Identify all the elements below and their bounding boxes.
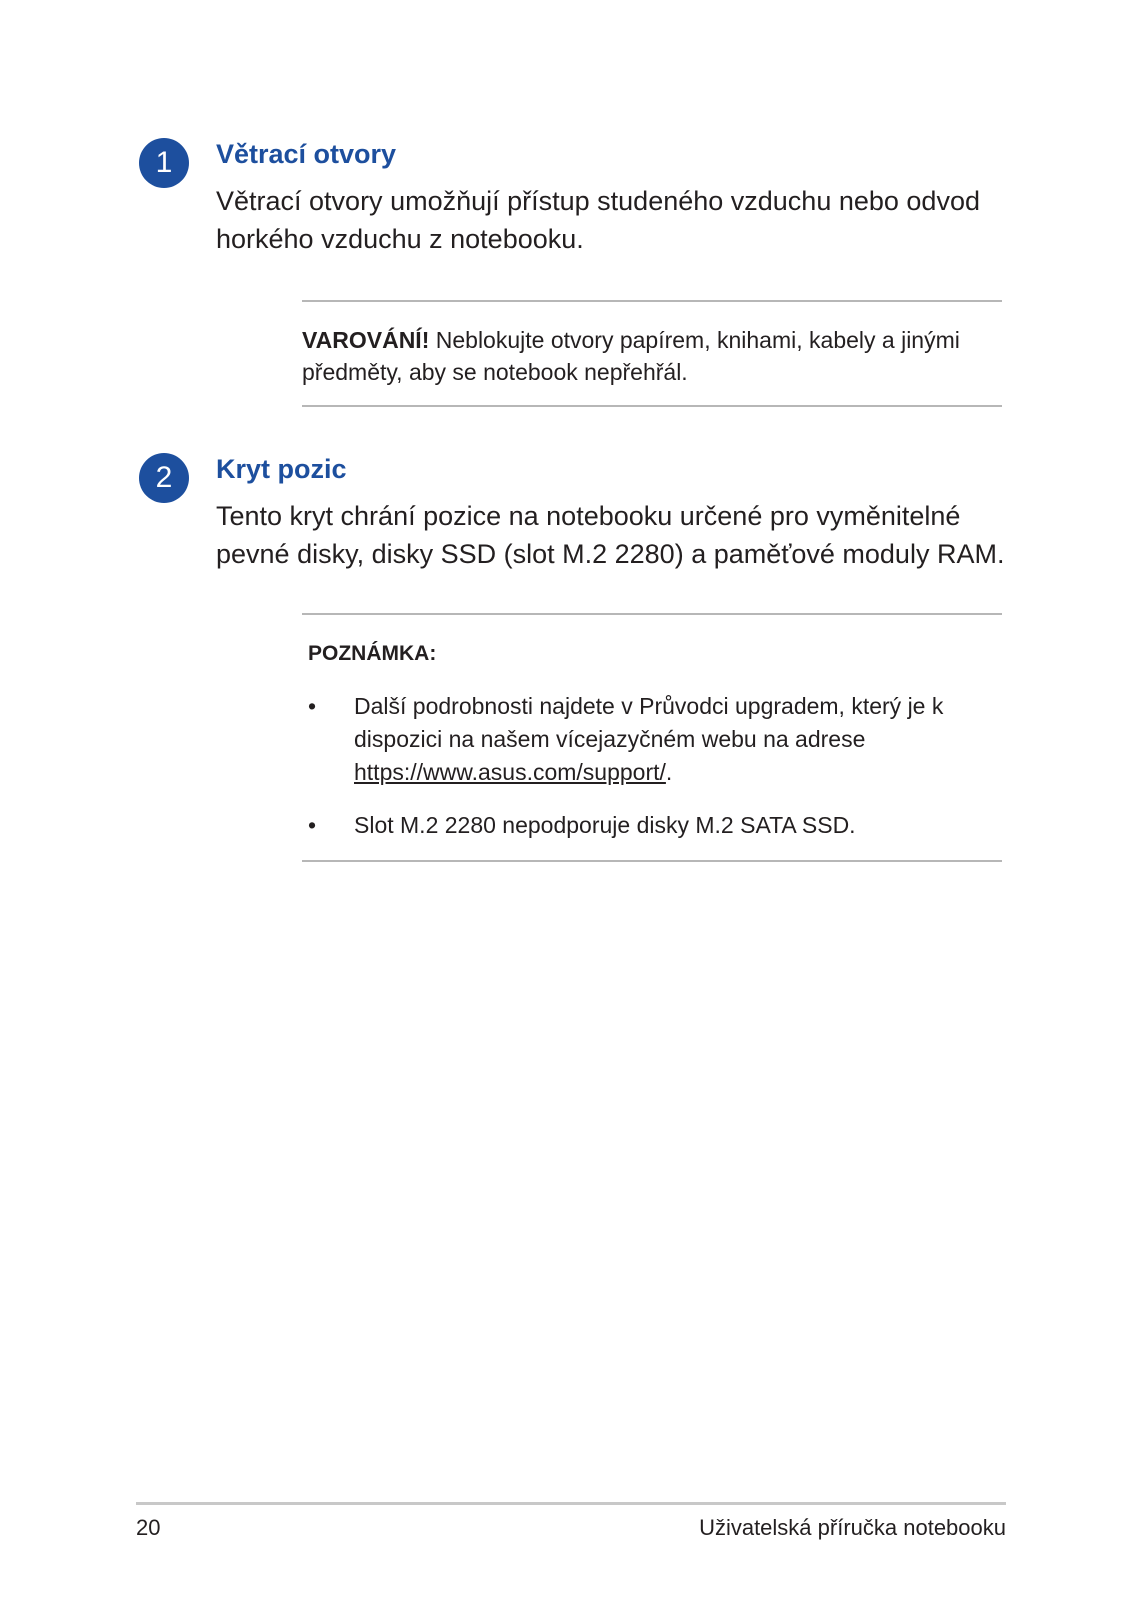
warning-label: VAROVÁNÍ! [302, 327, 430, 353]
list-item [302, 809, 1002, 842]
section-number-badge-1: 1 [139, 138, 189, 188]
note-item-end: . [665, 759, 673, 785]
section-body-vents: Větrací otvory umožňují přístup studeného vzduchu nebo odvod horkého vzduchu z notebooku. [216, 186, 980, 254]
footer-title: Uživatelská příručka notebooku [699, 1515, 1006, 1540]
bullet-icon: • [308, 812, 317, 838]
warning-text: Neblokujte otvory papírem, knihami, kabely a jinými předměty, aby se notebook nepřehřál. [302, 327, 960, 385]
warning-bottom-divider [302, 405, 1002, 407]
note-top-divider [302, 613, 1002, 615]
section-body-bay-cover: Tento kryt chrání pozice na notebooku určené pro vyměnitelné pevné disky, disky SSD (slot M.2 2280) a paměťové moduly RAM. [216, 501, 1005, 569]
support-link[interactable]: https://www.asus.com/support/ [354, 759, 666, 785]
footer-divider [136, 1502, 1006, 1505]
section-title-bay-cover: Kryt pozic [216, 454, 347, 484]
note-item-text: Další podrobnosti najdete v Průvodci upgradem, který je k dispozici na našem vícejazyčném webu na adrese [354, 693, 944, 752]
note-item-text: Slot M.2 2280 nepodporuje disky M.2 SATA SSD. [354, 812, 856, 838]
note-label: POZNÁMKA: [308, 642, 437, 665]
list-item [302, 690, 1002, 789]
bullet-icon: • [308, 693, 317, 719]
warning-box [302, 324, 1002, 388]
section-number-badge-2: 2 [139, 453, 189, 503]
note-list [302, 690, 1002, 842]
section-title-vents: Větrací otvory [216, 139, 397, 169]
warning-top-divider [302, 300, 1002, 302]
note-bottom-divider [302, 860, 1002, 862]
page-number: 20 [136, 1515, 161, 1540]
